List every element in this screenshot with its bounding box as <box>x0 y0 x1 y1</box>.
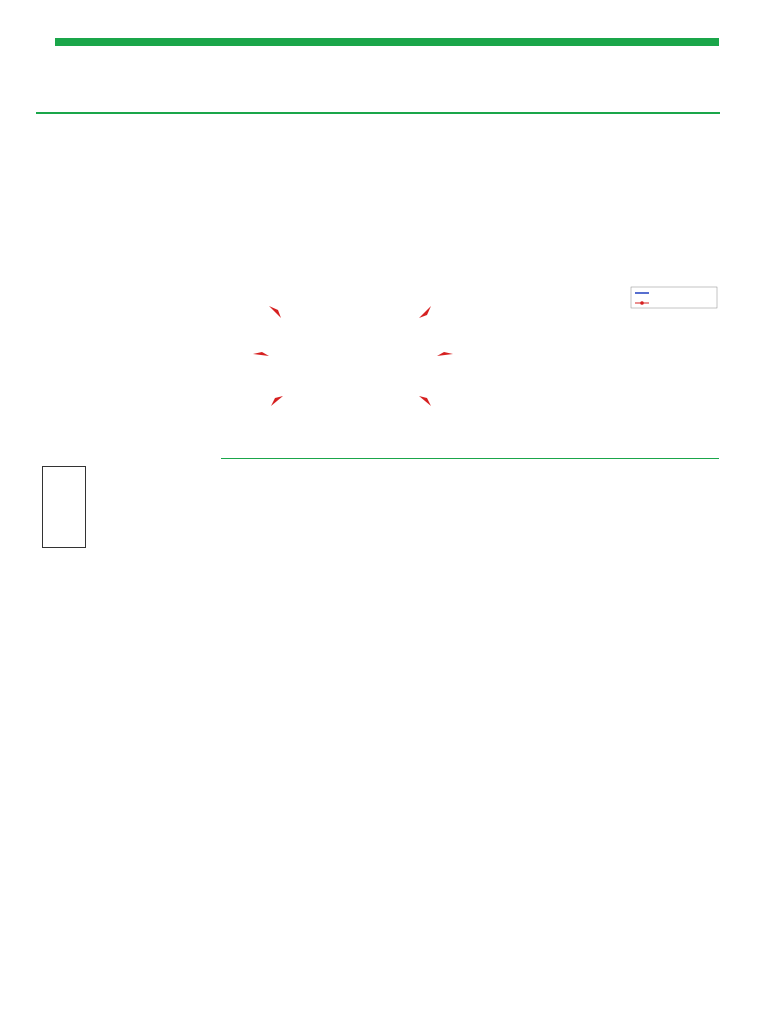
article2-col1 <box>221 528 375 539</box>
header-rule <box>36 112 720 114</box>
wave-arrow-icon <box>437 352 453 356</box>
article2-col3 <box>564 528 718 568</box>
figure2-lob-charts <box>218 826 722 872</box>
wave-arrow-icon <box>269 306 281 318</box>
figure1a-antenna-array <box>221 276 483 431</box>
postage-indicia <box>42 466 86 548</box>
article1-col3 <box>392 150 546 170</box>
wave-arrow-icon <box>271 396 283 406</box>
figure1 <box>221 276 719 431</box>
article1-col1 <box>36 150 204 161</box>
article2-col2 <box>392 528 546 534</box>
article1-col4 <box>564 150 718 154</box>
doa-legend <box>631 287 717 308</box>
section-rule <box>221 458 719 459</box>
figure1b-doa-chart <box>483 276 719 431</box>
wave-arrow-icon <box>419 306 431 318</box>
mailing-panel <box>36 462 206 1022</box>
masthead <box>55 38 719 96</box>
wave-arrow-icon <box>253 352 269 356</box>
wave-arrow-icon <box>419 396 431 406</box>
